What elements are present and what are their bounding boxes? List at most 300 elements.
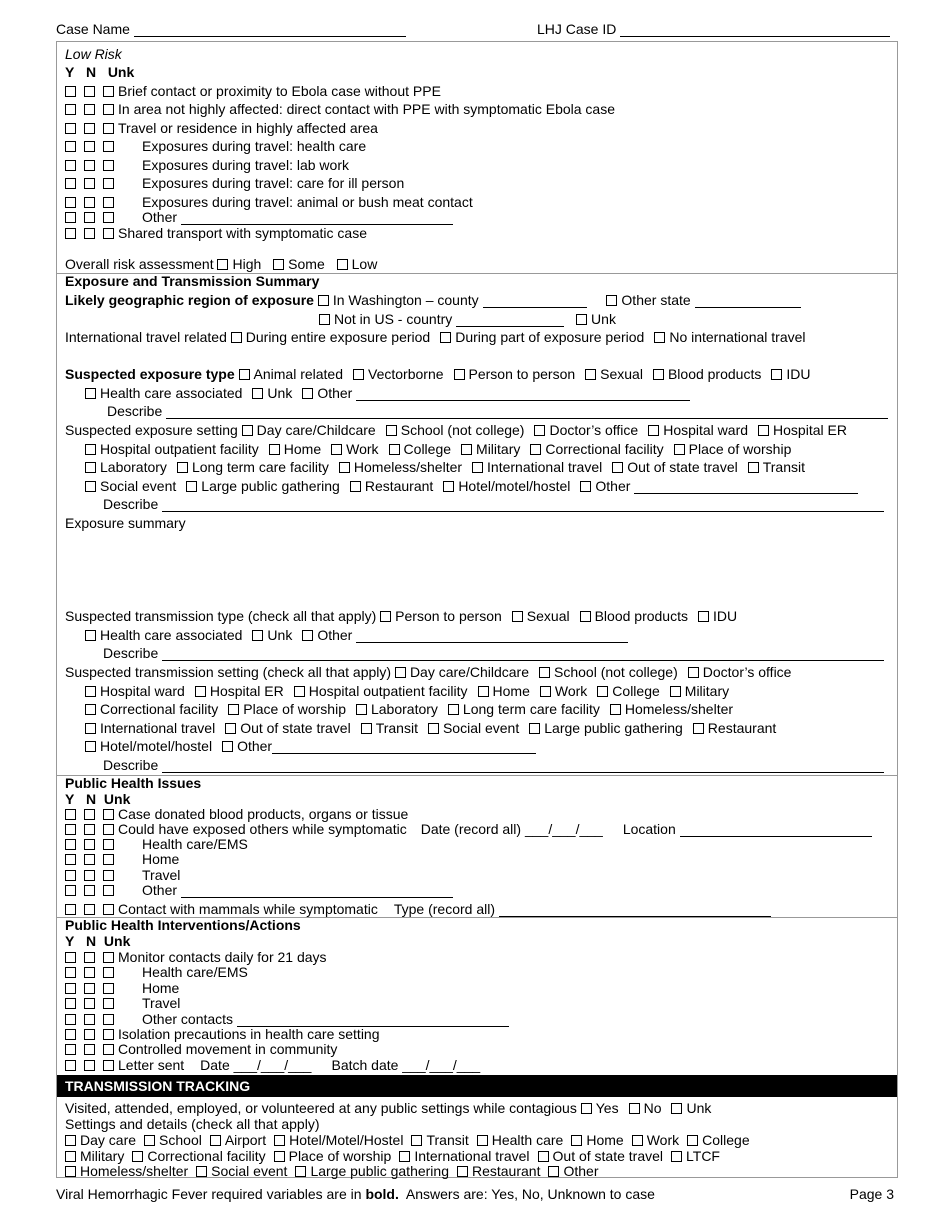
y-checkbox[interactable]: [65, 839, 76, 850]
location-input[interactable]: [680, 822, 872, 837]
homeless-shelter-checkbox[interactable]: [65, 1166, 76, 1177]
doctor-s-office-label: Doctor’s office: [702, 664, 792, 680]
exposure-summary-label: Exposure summary: [65, 515, 186, 531]
n-checkbox[interactable]: [84, 141, 95, 152]
hospital-er-checkbox[interactable]: [758, 425, 769, 436]
hospital-ward-checkbox[interactable]: [85, 686, 96, 697]
large-public-gathering-checkbox[interactable]: [529, 723, 540, 734]
health-care-associated-label: Health care associated: [100, 627, 243, 643]
n-checkbox[interactable]: [84, 839, 95, 850]
y-checkbox[interactable]: [65, 824, 76, 835]
hospital-er-checkbox[interactable]: [195, 686, 206, 697]
during-part-of-exposure-period-checkbox[interactable]: [440, 332, 451, 343]
item-label: Other: [142, 209, 178, 225]
vectorborne-label: Vectorborne: [368, 366, 444, 382]
out-of-state-travel-label: Out of state travel: [552, 1148, 664, 1164]
hotel-motel-hostel-checkbox[interactable]: [443, 481, 454, 492]
transit-label: Transit: [762, 459, 806, 475]
item-label: Could have exposed others while symptomatic: [118, 821, 407, 837]
case-name-field[interactable]: [56, 21, 406, 37]
long-term-care-facility-checkbox[interactable]: [448, 704, 459, 715]
international-travel-label: International travel: [487, 459, 603, 475]
hospital-er-label: Hospital ER: [209, 683, 284, 699]
describe-input[interactable]: [162, 497, 884, 512]
college-label: College: [612, 683, 660, 699]
place-of-worship-checkbox[interactable]: [274, 1151, 285, 1162]
unk-checkbox[interactable]: [103, 1044, 114, 1055]
international-travel-label: International travel: [414, 1148, 530, 1164]
describe-label: Describe: [103, 757, 159, 773]
no-international-travel-label: No international travel: [669, 329, 806, 345]
exp-type-other-input[interactable]: [356, 386, 690, 401]
blood-products-checkbox[interactable]: [580, 611, 591, 622]
correctional-facility-checkbox[interactable]: [530, 444, 541, 455]
unk-checkbox[interactable]: [103, 885, 114, 896]
item-label: Exposures during travel: animal or bush meat contact: [142, 194, 473, 210]
n-checkbox[interactable]: [84, 904, 95, 915]
work-label: Work: [646, 1132, 680, 1148]
military-checkbox[interactable]: [670, 686, 681, 697]
day-care-label: Day care: [80, 1132, 137, 1148]
home-label: Home: [586, 1132, 624, 1148]
blood-products-checkbox[interactable]: [653, 369, 664, 380]
ltcf-checkbox[interactable]: [671, 1151, 682, 1162]
item-label: Exposures during travel: lab work: [142, 157, 349, 173]
military-checkbox[interactable]: [65, 1151, 76, 1162]
unk-checkbox[interactable]: [103, 1014, 114, 1025]
work-label: Work: [554, 683, 588, 699]
ynu-item-row: [65, 137, 366, 155]
military-label: Military: [476, 441, 521, 457]
lhj-case-id-field[interactable]: [537, 21, 890, 37]
item-label: In area not highly affected: direct contact with PPE with symptomatic Ebola case: [118, 101, 615, 117]
region-label: Likely geographic region of exposure: [65, 292, 314, 308]
unk-checkbox[interactable]: [103, 160, 114, 171]
sexual-label: Sexual: [526, 608, 570, 624]
during-entire-exposure-period-label: During entire exposure period: [245, 329, 431, 345]
ynu-item-row: [65, 119, 378, 137]
unk-checkbox[interactable]: [103, 123, 114, 134]
n-checkbox[interactable]: [84, 160, 95, 171]
page-header: [56, 21, 894, 41]
n-checkbox[interactable]: [84, 824, 95, 835]
y-checkbox[interactable]: [65, 1044, 76, 1055]
laboratory-label: Laboratory: [370, 701, 438, 717]
item-label: Other contacts: [142, 1011, 234, 1027]
setting-describe-row: [103, 495, 884, 513]
social-event-checkbox[interactable]: [196, 1166, 207, 1177]
restaurant-label: Restaurant: [707, 720, 777, 736]
y-checkbox[interactable]: [65, 952, 76, 963]
idu-checkbox[interactable]: [771, 369, 782, 380]
not-in-us-checkbox[interactable]: [319, 314, 330, 325]
y-checkbox[interactable]: [65, 1014, 76, 1025]
place-of-worship-label: Place of worship: [243, 701, 346, 717]
unk-checkbox[interactable]: [103, 854, 114, 865]
animal-related-checkbox[interactable]: [239, 369, 250, 380]
international-travel-checkbox[interactable]: [85, 723, 96, 734]
school-not-college-label: School (not college): [554, 664, 678, 680]
laboratory-checkbox[interactable]: [85, 462, 96, 473]
country-input[interactable]: [456, 312, 564, 327]
batch-date-label: Batch date ___/___/___: [331, 1057, 481, 1073]
social-event-checkbox[interactable]: [85, 481, 96, 492]
homeless-shelter-checkbox[interactable]: [339, 462, 350, 473]
y-checkbox[interactable]: [65, 1029, 76, 1040]
unk-checkbox[interactable]: [103, 983, 114, 994]
y-label: Y: [65, 791, 75, 807]
item-label: Home: [142, 980, 180, 996]
out-of-state-travel-label: Out of state travel: [627, 459, 738, 475]
hotel-motel-hostel-label: Hotel/motel/hostel: [100, 738, 213, 754]
n-checkbox[interactable]: [84, 228, 95, 239]
type-input[interactable]: [499, 902, 771, 917]
unk-checkbox[interactable]: [103, 1029, 114, 1040]
place-of-worship-checkbox[interactable]: [674, 444, 685, 455]
county-input[interactable]: [483, 293, 587, 308]
correctional-facility-label: Correctional facility: [100, 701, 219, 717]
n-checkbox[interactable]: [84, 809, 95, 820]
n-checkbox[interactable]: [84, 1029, 95, 1040]
other-checkbox[interactable]: [222, 741, 233, 752]
low-checkbox[interactable]: [337, 259, 348, 270]
trans-setting-row2: [85, 682, 729, 700]
international-travel-checkbox[interactable]: [472, 462, 483, 473]
n-checkbox[interactable]: [84, 854, 95, 865]
lhj-case-id-label: LHJ Case ID: [537, 21, 617, 37]
y-checkbox[interactable]: [65, 809, 76, 820]
unk-checkbox[interactable]: [103, 1060, 114, 1071]
item-label: Monitor contacts daily for 21 days: [118, 949, 327, 965]
other-checkbox[interactable]: [302, 388, 313, 399]
restaurant-label: Restaurant: [471, 1163, 541, 1179]
college-label: College: [403, 441, 452, 457]
health-care-checkbox[interactable]: [477, 1135, 488, 1146]
other-label: Other: [595, 478, 631, 494]
vectorborne-checkbox[interactable]: [353, 369, 364, 380]
college-checkbox[interactable]: [597, 686, 608, 697]
home-label: Home: [283, 441, 322, 457]
in-wa-checkbox[interactable]: [318, 295, 329, 306]
y-checkbox[interactable]: [65, 197, 76, 208]
unk-checkbox[interactable]: [103, 197, 114, 208]
other-checkbox[interactable]: [580, 481, 591, 492]
n-checkbox[interactable]: [84, 178, 95, 189]
school-checkbox[interactable]: [144, 1135, 155, 1146]
n-checkbox[interactable]: [84, 952, 95, 963]
home-checkbox[interactable]: [269, 444, 280, 455]
describe-input[interactable]: [166, 404, 888, 419]
y-checkbox[interactable]: [65, 160, 76, 171]
high-label: High: [232, 256, 262, 272]
y-checkbox[interactable]: [65, 998, 76, 1009]
unk-checkbox[interactable]: [671, 1103, 682, 1114]
correctional-facility-label: Correctional facility: [545, 441, 664, 457]
no-international-travel-checkbox[interactable]: [654, 332, 665, 343]
other-checkbox[interactable]: [302, 630, 313, 641]
transit-checkbox[interactable]: [748, 462, 759, 473]
n-checkbox[interactable]: [84, 1060, 95, 1071]
home-checkbox[interactable]: [571, 1135, 582, 1146]
out-of-state-travel-checkbox[interactable]: [538, 1151, 549, 1162]
hospital-outpatient-facility-label: Hospital outpatient facility: [308, 683, 468, 699]
region-unk-checkbox[interactable]: [576, 314, 587, 325]
describe-input[interactable]: [162, 758, 884, 773]
health-care-associated-checkbox[interactable]: [85, 388, 96, 399]
some-checkbox[interactable]: [273, 259, 284, 270]
exp-type-row: [65, 365, 810, 383]
restaurant-checkbox[interactable]: [693, 723, 704, 734]
trans-setting-row3: [85, 700, 733, 718]
item-label: Controlled movement in community: [118, 1041, 338, 1057]
military-label: Military: [80, 1148, 125, 1164]
hospital-ward-label: Hospital ward: [100, 683, 185, 699]
correctional-facility-checkbox[interactable]: [85, 704, 96, 715]
hotel-motel-hostel-checkbox[interactable]: [274, 1135, 285, 1146]
health-care-associated-checkbox[interactable]: [85, 630, 96, 641]
day-care-childcare-label: Day care/Childcare: [409, 664, 529, 680]
idu-label: IDU: [713, 608, 738, 624]
n-checkbox[interactable]: [84, 212, 95, 223]
unk-label: Unk: [103, 933, 131, 949]
ts-other-input[interactable]: [272, 739, 536, 754]
home-label: Home: [492, 683, 530, 699]
work-checkbox[interactable]: [331, 444, 342, 455]
unk-checkbox[interactable]: [103, 967, 114, 978]
y-checkbox[interactable]: [65, 870, 76, 881]
military-checkbox[interactable]: [461, 444, 472, 455]
ynu-item-row: [65, 156, 349, 174]
other-state-input[interactable]: [695, 293, 801, 308]
trans-setting-row5: [85, 737, 536, 755]
homeless-shelter-label: Homeless/shelter: [80, 1163, 189, 1179]
airport-label: Airport: [224, 1132, 267, 1148]
unk-checkbox[interactable]: [103, 178, 114, 189]
ltcf-label: LTCF: [686, 1148, 720, 1164]
trans-other-input[interactable]: [356, 628, 628, 643]
work-checkbox[interactable]: [540, 686, 551, 697]
laboratory-checkbox[interactable]: [356, 704, 367, 715]
place-of-worship-checkbox[interactable]: [228, 704, 239, 715]
ts-describe-row: [103, 756, 884, 774]
other-input[interactable]: [181, 883, 453, 898]
setting-row3: [85, 458, 805, 476]
y-checkbox[interactable]: [65, 178, 76, 189]
hospital-outpatient-facility-checkbox[interactable]: [85, 444, 96, 455]
trans-type-row2: [85, 626, 628, 644]
ynu-item-row: [65, 174, 404, 192]
transit-checkbox[interactable]: [411, 1135, 422, 1146]
y-checkbox[interactable]: [65, 86, 76, 97]
setting-label: Suspected exposure setting: [65, 422, 238, 438]
n-checkbox[interactable]: [84, 870, 95, 881]
n-checkbox[interactable]: [84, 1044, 95, 1055]
unk-checkbox[interactable]: [103, 952, 114, 963]
unk-checkbox[interactable]: [103, 824, 114, 835]
other-label: Other: [563, 1163, 599, 1179]
work-checkbox[interactable]: [632, 1135, 643, 1146]
unk-checkbox[interactable]: [103, 104, 114, 115]
y-checkbox[interactable]: [65, 228, 76, 239]
long-term-care-facility-label: Long term care facility: [462, 701, 600, 717]
high-checkbox[interactable]: [217, 259, 228, 270]
item-label: Health care/EMS: [142, 964, 248, 980]
trans-type-row: [65, 607, 737, 625]
item-label: Home: [142, 851, 180, 867]
other-label: Other: [317, 627, 353, 643]
other-checkbox[interactable]: [548, 1166, 559, 1177]
footer-bold: bold.: [365, 1186, 399, 1202]
idu-checkbox[interactable]: [698, 611, 709, 622]
health-care-associated-label: Health care associated: [100, 385, 243, 401]
restaurant-checkbox[interactable]: [350, 481, 361, 492]
large-public-gathering-checkbox[interactable]: [295, 1166, 306, 1177]
during-entire-exposure-period-checkbox[interactable]: [231, 332, 242, 343]
unk-checkbox[interactable]: [103, 141, 114, 152]
unk-checkbox[interactable]: [103, 998, 114, 1009]
restaurant-label: Restaurant: [364, 478, 434, 494]
type-label: Type (record all): [393, 901, 496, 917]
item-label: Letter sent: [118, 1057, 185, 1073]
international-travel-checkbox[interactable]: [399, 1151, 410, 1162]
item-label: Exposures during travel: care for ill person: [142, 175, 405, 191]
not-in-us-label: Not in US - country: [334, 311, 453, 327]
ynu-item-row: [65, 1056, 480, 1074]
unk-checkbox[interactable]: [103, 809, 114, 820]
y-checkbox[interactable]: [65, 212, 76, 223]
college-checkbox[interactable]: [389, 444, 400, 455]
n-checkbox[interactable]: [84, 1014, 95, 1025]
item-label: Travel: [142, 867, 181, 883]
n-checkbox[interactable]: [84, 998, 95, 1009]
health-care-label: Health care: [491, 1132, 564, 1148]
sexual-checkbox[interactable]: [585, 369, 596, 380]
region-unk-label: Unk: [591, 311, 616, 327]
college-checkbox[interactable]: [687, 1135, 698, 1146]
n-checkbox[interactable]: [84, 967, 95, 978]
hospital-ward-label: Hospital ward: [663, 422, 749, 438]
y-checkbox[interactable]: [65, 123, 76, 134]
other-state-label: Other state: [621, 292, 691, 308]
item-label: Exposures during travel: health care: [142, 138, 367, 154]
intl-row: [65, 328, 806, 346]
correctional-facility-checkbox[interactable]: [132, 1151, 143, 1162]
transmission-tracking-bar: TRANSMISSION TRACKING: [57, 1075, 897, 1097]
person-to-person-checkbox[interactable]: [380, 611, 391, 622]
college-label: College: [702, 1132, 750, 1148]
day-care-childcare-checkbox[interactable]: [395, 667, 406, 678]
out-of-state-travel-checkbox[interactable]: [612, 462, 623, 473]
y-checkbox[interactable]: [65, 885, 76, 896]
place-of-worship-label: Place of worship: [288, 1148, 392, 1164]
overall-risk-label: Overall risk assessment: [65, 256, 214, 272]
n-checkbox[interactable]: [84, 885, 95, 896]
y-checkbox[interactable]: [65, 854, 76, 865]
y-checkbox[interactable]: [65, 983, 76, 994]
setting-row2: [85, 440, 791, 458]
hospital-ward-checkbox[interactable]: [648, 425, 659, 436]
homeless-shelter-checkbox[interactable]: [610, 704, 621, 715]
doctor-s-office-checkbox[interactable]: [534, 425, 545, 436]
yes-checkbox[interactable]: [581, 1103, 592, 1114]
during-part-of-exposure-period-label: During part of exposure period: [455, 329, 645, 345]
airport-checkbox[interactable]: [210, 1135, 221, 1146]
home-checkbox[interactable]: [478, 686, 489, 697]
describe-input[interactable]: [162, 646, 884, 661]
n-checkbox[interactable]: [84, 86, 95, 97]
setting-other-input[interactable]: [634, 479, 858, 494]
not-in-us-row: [319, 310, 616, 328]
item-label: Health care/EMS: [142, 836, 248, 852]
social-event-checkbox[interactable]: [428, 723, 439, 734]
unk-checkbox[interactable]: [103, 904, 114, 915]
sexual-checkbox[interactable]: [512, 611, 523, 622]
animal-related-label: Animal related: [253, 366, 344, 382]
item-label: Contact with mammals while symptomatic: [118, 901, 378, 917]
day-care-checkbox[interactable]: [65, 1135, 76, 1146]
n-checkbox[interactable]: [84, 104, 95, 115]
other-input[interactable]: [181, 210, 453, 225]
n-checkbox[interactable]: [84, 197, 95, 208]
restaurant-checkbox[interactable]: [457, 1166, 468, 1177]
school-not-college-checkbox[interactable]: [539, 667, 550, 678]
y-checkbox[interactable]: [65, 104, 76, 115]
y-label: Y: [65, 64, 75, 80]
doctor-s-office-checkbox[interactable]: [688, 667, 699, 678]
y-checkbox[interactable]: [65, 967, 76, 978]
item-label: Brief contact or proximity to Ebola case without PPE: [118, 83, 441, 99]
unk-checkbox[interactable]: [103, 86, 114, 97]
person-to-person-label: Person to person: [395, 608, 502, 624]
unk-checkbox[interactable]: [252, 630, 263, 641]
unk-checkbox[interactable]: [103, 870, 114, 881]
n-checkbox[interactable]: [84, 983, 95, 994]
unk-checkbox[interactable]: [252, 388, 263, 399]
long-term-care-facility-checkbox[interactable]: [177, 462, 188, 473]
in-wa-label: In Washington – county: [332, 292, 479, 308]
intl-label: International travel related: [65, 329, 227, 345]
describe-label: Describe: [103, 645, 159, 661]
day-care-childcare-checkbox[interactable]: [242, 425, 253, 436]
international-travel-label: International travel: [100, 720, 216, 736]
n-checkbox[interactable]: [84, 123, 95, 134]
y-checkbox[interactable]: [65, 141, 76, 152]
out-of-state-travel-checkbox[interactable]: [225, 723, 236, 734]
form-body: [56, 41, 898, 1178]
large-public-gathering-checkbox[interactable]: [186, 481, 197, 492]
other-state-checkbox[interactable]: [606, 295, 617, 306]
work-label: Work: [346, 441, 379, 457]
item-label: Travel: [142, 995, 181, 1011]
transit-checkbox[interactable]: [361, 723, 372, 734]
homeless-shelter-label: Homeless/shelter: [624, 701, 734, 717]
school-not-college-checkbox[interactable]: [386, 425, 397, 436]
y-label: Y: [65, 933, 75, 949]
person-to-person-checkbox[interactable]: [454, 369, 465, 380]
hotel-motel-hostel-checkbox[interactable]: [85, 741, 96, 752]
unk-checkbox[interactable]: [103, 228, 114, 239]
y-checkbox[interactable]: [65, 904, 76, 915]
y-checkbox[interactable]: [65, 1060, 76, 1071]
unk-label: Unk: [267, 627, 293, 643]
no-checkbox[interactable]: [629, 1103, 640, 1114]
unk-checkbox[interactable]: [103, 839, 114, 850]
date-label: Date (record all) ___/___/___: [420, 821, 603, 837]
unk-checkbox[interactable]: [103, 212, 114, 223]
blood-products-label: Blood products: [594, 608, 688, 624]
hospital-outpatient-facility-checkbox[interactable]: [294, 686, 305, 697]
social-event-label: Social event: [442, 720, 520, 736]
